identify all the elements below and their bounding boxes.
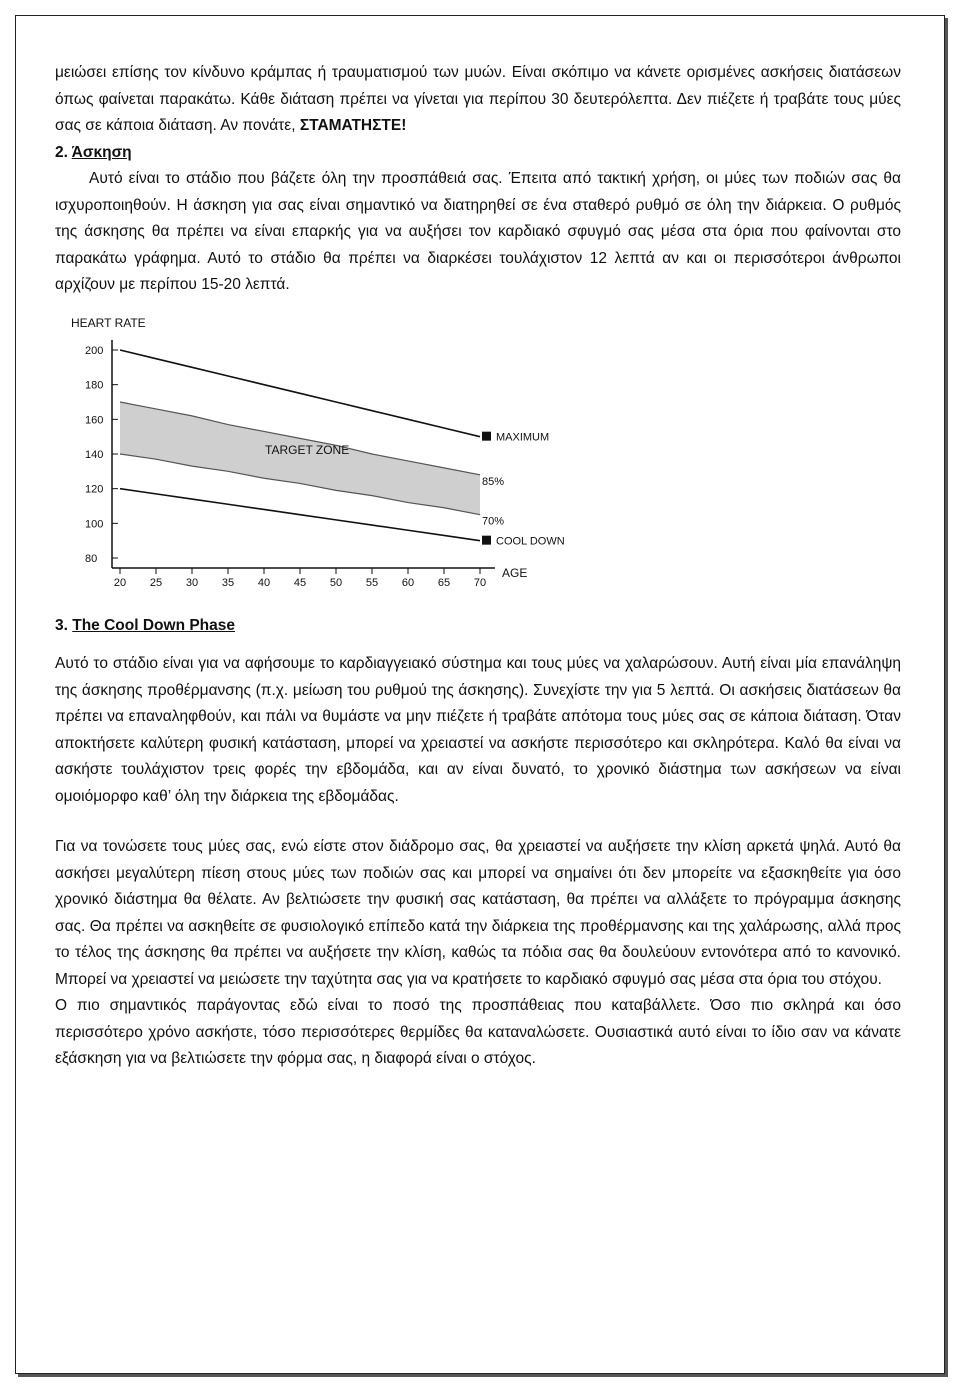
paragraph-stretching <box>55 60 901 140</box>
y-tick-label: 120 <box>85 483 104 496</box>
heart-rate-chart-svg <box>55 313 575 603</box>
x-tick-label: 35 <box>221 576 235 589</box>
x-tick-label: 65 <box>437 576 451 589</box>
section-2-body: Αυτό είναι το στάδιο που βάζετε όλη την προσπάθειά σας. Έπειτα από τακτική χρήση, οι μύες των ποδιών σας θα ισχυροποιηθούν. Η άσκηση για σας είναι σημαντικό να διατηρηθεί σε ένα σταθερό ρυθμό σε όλη την διάρκεια. Ο ρυθμός της άσκησης θα πρέπει να είναι επαρκής για να αυξήσει τον καρδιακό σφυγμό σας μέσα στα όρια που φαίνονται στο παρακάτω γράφημα. Αυτό το στάδιο θα πρέπει να διαρκέσει τουλάχιστον 12 λεπτά αν και οι περισσότεροι άνθρωποι αρχίζουν με περίπου 15-20 λεπτά. <box>55 170 901 293</box>
heart-rate-chart <box>55 313 901 603</box>
section-2-number: 2. <box>55 143 68 161</box>
legend-marker-maximum <box>482 431 491 440</box>
x-tick-label: 50 <box>329 576 343 589</box>
y-tick-label: 80 <box>85 552 98 565</box>
x-tick-label: 60 <box>401 576 415 589</box>
x-axis-label: AGE <box>502 565 528 580</box>
y-tick-label: 180 <box>85 379 104 392</box>
section-2-heading <box>55 140 901 167</box>
target-zone-area <box>120 402 480 515</box>
stretching-text: μειώσει επίσης τον κίνδυνο κράμπας ή τραυματισμού των μυών. Είναι σκόπιμο να κάνετε ορισμένες ασκήσεις διατάσεων όπως φαίνεται παρακάτω. Κάθε διάταση πρέπει να γίνεται για περίπου 30 δευτερόλεπτα. Δεν πιέζετε ή τραβάτε τους μύες σας σε κάποια διάταση. Αν πονάτε, <box>55 64 901 134</box>
x-tick-label: 70 <box>473 576 487 589</box>
x-tick-label: 30 <box>185 576 199 589</box>
legend-label: 70% <box>482 515 505 528</box>
paragraph-effort: Ο πιο σημαντικός παράγοντας εδώ είναι το ποσό της προσπάθειας που καταβάλλετε. Όσο πιο σκληρά και όσο περισσότερο χρόνο ασκήστε, τόσο περισσότερες θερμίδες θα καταναλώσετε. Ουσιαστικά αυτό είναι το ίδιο σαν να κάνατε εξάσκηση για να βελτιώσετε την φόρμα σας, η διαφορά είναι ο στόχος. <box>55 997 901 1067</box>
section-3-heading <box>55 613 901 640</box>
y-axis-label: HEART RATE <box>71 315 146 330</box>
y-tick-label: 200 <box>85 344 104 357</box>
legend-label: 85% <box>482 475 505 488</box>
paragraph-incline: Για να τονώσετε τους μύες σας, ενώ είστε στον διάδρομο σας, θα χρειαστεί να αυξήσετε την κλίση αρκετά ψηλά. Αυτό θα ασκήσει μεγαλύτερη πίεση στους μύες των ποδιών σας και μπορεί να σημαίνει ότι δεν μπορείτε να εξασκηθείτε για όσο χρονικό διάστημα θα θέλατε. Αν βελτιώσετε την φυσική σας κατάσταση, θα πρέπει να αλλάξετε το πρόγραμμα άσκησης σας. Θα πρέπει να ασκηθείτε σε φυσιολογικό επίπεδο κατά την διάρκεια της προθέρμανσης και της χαλάρωσης, αλλά προς το τέλος της άσκησης θα πρέπει να αυξήσετε την κλίση, καθώς τα πόδια σας θα δουλεύουν εντονότερα από το κανονικό. Μπορεί να χρειαστεί να μειώσετε την ταχύτητα σας για να κρατήσετε το καρδιακό σφυγμό σας μέσα στα όρια του στόχου. <box>55 838 901 988</box>
legend-label: MAXIMUM <box>496 431 550 444</box>
section-3-title: The Cool Down Phase <box>72 616 236 634</box>
section-3-body: Αυτό το στάδιο είναι για να αφήσουμε το καρδιαγγειακό σύστημα και τους μύες να χαλαρώσουν. Αυτή είναι μία επανάληψη της άσκησης προθέρμανσης (π.χ. μείωση του ρυθμού της άσκησης). Συνεχίστε την για 5 λεπτά. Οι ασκήσεις διατάσεων θα πρέπει να επαναληφθούν, και πάλι να θυμάστε να μην πιέζετε ή τραβάτε απότομα τους μύες σας σε κάποια διάταση. Όταν αποκτήσετε καλύτερη φυσική κατάσταση, μπορεί να χρειαστεί να ασκήστε περισσότερο και σκληρότερα. Καλό θα είναι να ασκήστε τουλάχιστον τρεις φορές την εβδομάδα, και αν είναι δυνατό, το χρονικό διάστημα των ασκήσεων να είναι ομοιόμορφο καθ’ όλη την διάρκεια της εβδομάδας. <box>55 655 901 805</box>
document-body <box>55 60 901 1073</box>
legend-label: COOL DOWN <box>496 535 565 548</box>
section-2-title: Άσκηση <box>71 143 132 161</box>
y-tick-label: 140 <box>85 448 104 461</box>
x-tick-label: 55 <box>365 576 379 589</box>
x-tick-label: 25 <box>149 576 163 589</box>
x-tick-label: 40 <box>257 576 271 589</box>
y-tick-label: 160 <box>85 413 104 426</box>
section-3-number: 3. <box>55 616 68 634</box>
legend-marker-cool-down <box>482 535 491 544</box>
y-tick-label: 100 <box>85 517 104 530</box>
stop-warning: ΣΤΑΜΑΤΗΣΤΕ! <box>299 117 407 134</box>
x-tick-label: 45 <box>293 576 307 589</box>
target-zone-label: TARGET ZONE <box>265 442 350 457</box>
x-tick-label: 20 <box>113 576 127 589</box>
